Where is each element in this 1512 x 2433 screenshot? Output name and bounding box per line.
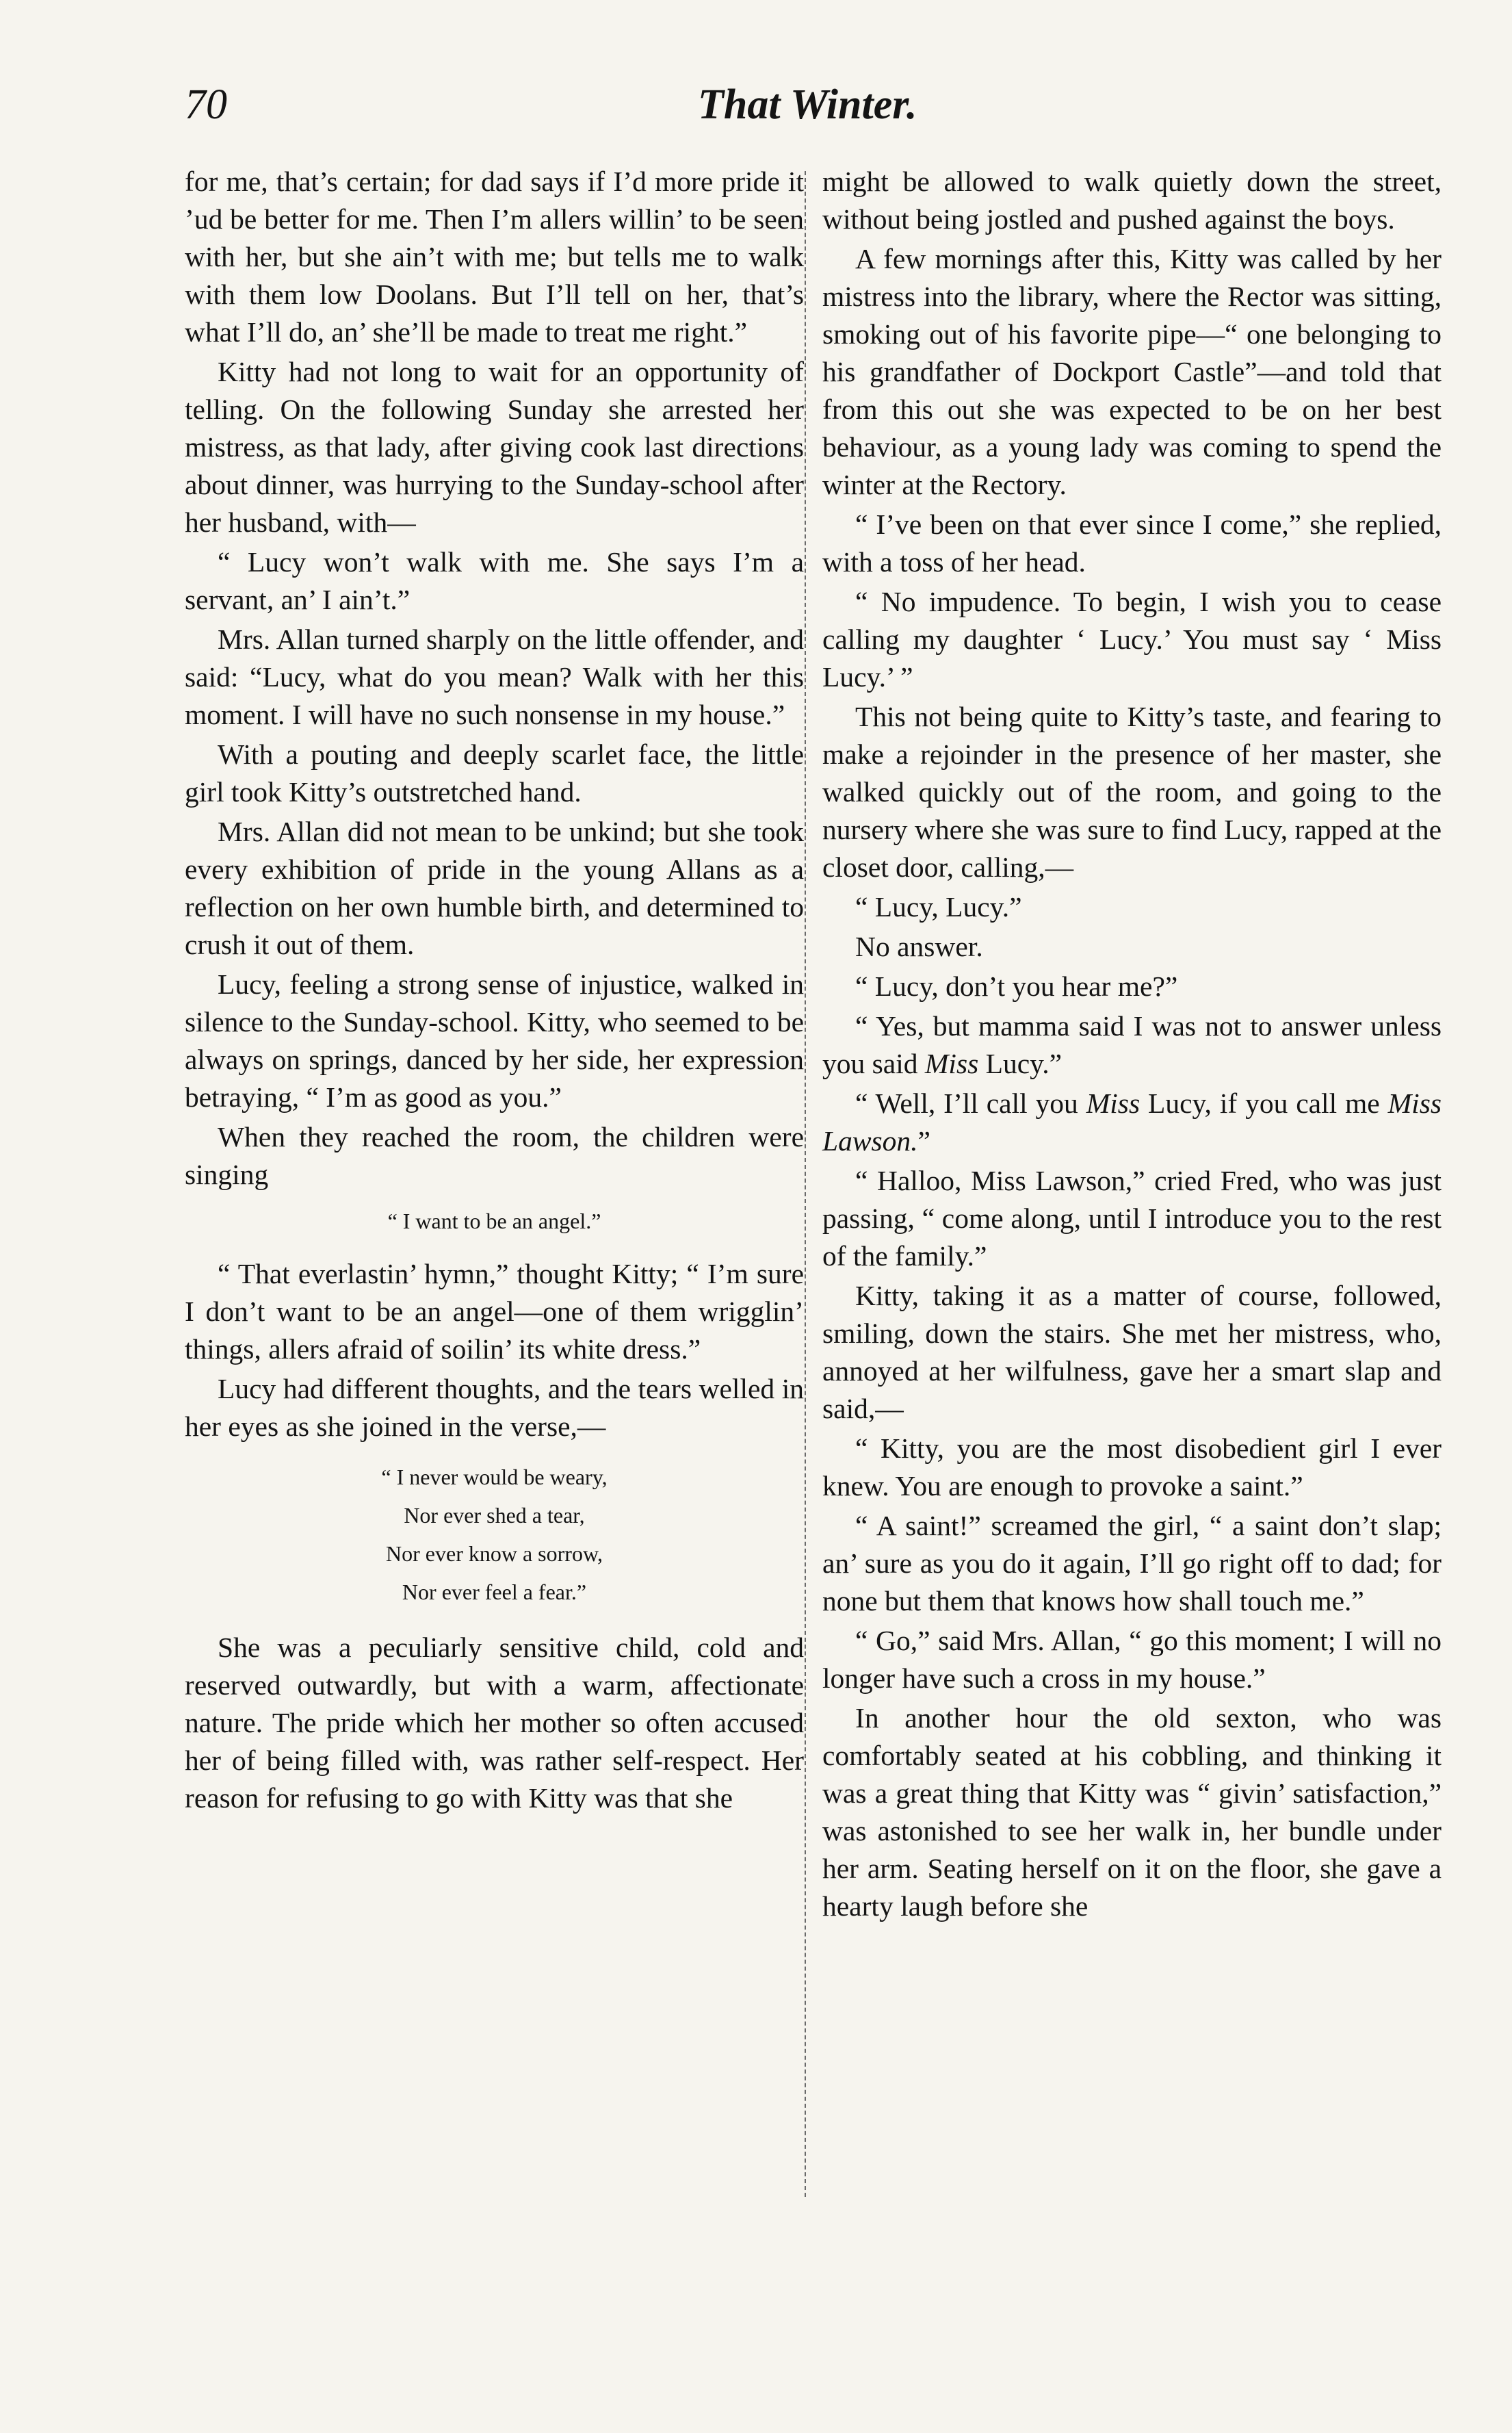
- paragraph: No answer.: [855, 931, 983, 962]
- column-divider: [805, 171, 806, 2197]
- paragraph: With a pouting and deeply scarlet face, the little girl took Kitty’s outstretched hand.: [185, 738, 804, 808]
- text-run: Lucy, if you call me: [1140, 1087, 1388, 1119]
- paragraph: for me, that’s certain; for dad says if I’d more pride it ’ud be better for me. Then I’m allers willin’ to be seen with her, but she ain’t with me; but tells me to walk with them low Doolans. But I’ll tell on her, that’s what I’ll do, an’ she’ll be made to treat me right.”: [185, 166, 804, 348]
- verse-line: “ I never would be weary,: [381, 1465, 608, 1489]
- emphasis: Miss: [1086, 1087, 1140, 1119]
- page-header: [0, 81, 1512, 149]
- paragraph: This not being quite to Kitty’s taste, and fearing to make a rejoinder in the presence of her master, she walked quickly out of the room, and going to the nursery where she was sure to find Lucy, rapped at the closet door, calling,—: [822, 701, 1442, 883]
- paragraph: “ No impudence. To begin, I wish you to cease calling my daughter ‘ Lucy.’ You must say ‘ Miss Lucy.’ ”: [822, 586, 1442, 693]
- paragraph: “ Lucy won’t walk with me. She says I’m a servant, an’ I ain’t.”: [185, 546, 804, 615]
- paragraph: She was a peculiarly sensitive child, cold and reserved outwardly, but with a warm, affectionate nature. The pride which her mother so often accused her of being filled with, was rather self-respect. Her reason for refusing to go with Kitty was that she: [185, 1632, 804, 1814]
- verse-line: Nor ever feel a fear.”: [402, 1580, 587, 1604]
- verse-line: Nor ever know a sorrow,: [386, 1541, 603, 1566]
- paragraph: Kitty had not long to wait for an opportunity of telling. On the following Sunday she arrested her mistress, as that lady, after giving cook last directions about dinner, was hurrying to the Sunday-school after her husband, with—: [185, 356, 804, 538]
- paragraph: When they reached the room, the children were singing: [185, 1121, 804, 1190]
- paragraph: In another hour the old sexton, who was comfortably seated at his cobbling, and thinking it was a great thing that Kitty was “ givin’ satisfaction,” was astonished to see her walk in, her bundle under her arm. Seating herself on it on the floor, she gave a hearty laugh before she: [822, 1702, 1442, 1922]
- paragraph: “ Kitty, you are the most disobedient girl I ever knew. You are enough to provoke a saint.”: [822, 1432, 1442, 1502]
- paragraph: “ Halloo, Miss Lawson,” cried Fred, who was just passing, “ come along, until I introduce you to the rest of the family.”: [822, 1165, 1442, 1272]
- paragraph: Mrs. Allan turned sharply on the little offender, and said: “Lucy, what do you mean? Walk with her this moment. I will have no such nonsense in my house.”: [185, 623, 804, 730]
- paragraph: might be allowed to walk quietly down the street, without being jostled and pushed against the boys.: [822, 166, 1442, 235]
- text-run: “ Well, I’ll call you: [855, 1087, 1086, 1119]
- right-column: [822, 163, 1442, 1927]
- verse-line: “ I want to be an angel.”: [387, 1209, 601, 1233]
- paragraph: Kitty, taking it as a matter of course, followed, smiling, down the stairs. She met her mistress, who, annoyed at her wilfulness, gave her a smart slap and said,—: [822, 1280, 1442, 1424]
- text-run: ”: [917, 1125, 930, 1157]
- paragraph: “ Lucy, don’t you hear me?”: [855, 970, 1178, 1002]
- text-run: “ Yes, but mamma said I was not to answer unless you said: [822, 1010, 1442, 1079]
- left-column: [185, 163, 804, 1819]
- running-title: That Winter.: [698, 81, 917, 128]
- paragraph: Lucy, feeling a strong sense of injustice, walked in silence to the Sunday-school. Kitty, who seemed to be always on springs, danced by her side, her expression betraying, “ I’m as good as you.”: [185, 968, 804, 1113]
- paragraph: “ I’ve been on that ever since I come,” she replied, with a toss of her head.: [822, 509, 1442, 578]
- paragraph: [822, 1085, 1442, 1160]
- page-number: 70: [185, 81, 227, 128]
- paragraph: “ Lucy, Lucy.”: [855, 891, 1022, 923]
- paragraph: A few mornings after this, Kitty was called by her mistress into the library, where the Rector was sitting, smoking out of his favorite pipe—“ one belonging to his grandfather of Dockport Castle”—and told that from this out she was expected to be on her best behaviour, as a young lady was coming to spend the winter at the Rectory.: [822, 243, 1442, 500]
- emphasis: Miss: [924, 1048, 979, 1079]
- paragraph: “ A saint!” screamed the girl, “ a saint don’t slap; an’ sure as you do it again, I’ll go right off to dad; for none but them that knows how shall touch me.”: [822, 1510, 1442, 1617]
- emphasis: Miss Lawson.: [822, 1087, 1442, 1157]
- paragraph: “ Go,” said Mrs. Allan, “ go this moment; I will no longer have such a cross in my house.”: [822, 1625, 1442, 1694]
- text-run: Lucy.”: [978, 1048, 1063, 1079]
- hymn-quote: [185, 1202, 804, 1240]
- paragraph: “ That everlastin’ hymn,” thought Kitty; “ I’m sure I don’t want to be an angel—one of them wrigglin’ things, allers afraid of soilin’ its white dress.”: [185, 1258, 804, 1365]
- paragraph: [822, 1007, 1442, 1083]
- verse-line: Nor ever shed a tear,: [404, 1503, 585, 1528]
- paragraph: Lucy had different thoughts, and the tears welled in her eyes as she joined in the verse,—: [185, 1373, 804, 1442]
- hymn-verse: [185, 1458, 804, 1611]
- paragraph: Mrs. Allan did not mean to be unkind; but she took every exhibition of pride in the young Allans as a reflection on her own humble birth, and determined to crush it out of them.: [185, 816, 804, 960]
